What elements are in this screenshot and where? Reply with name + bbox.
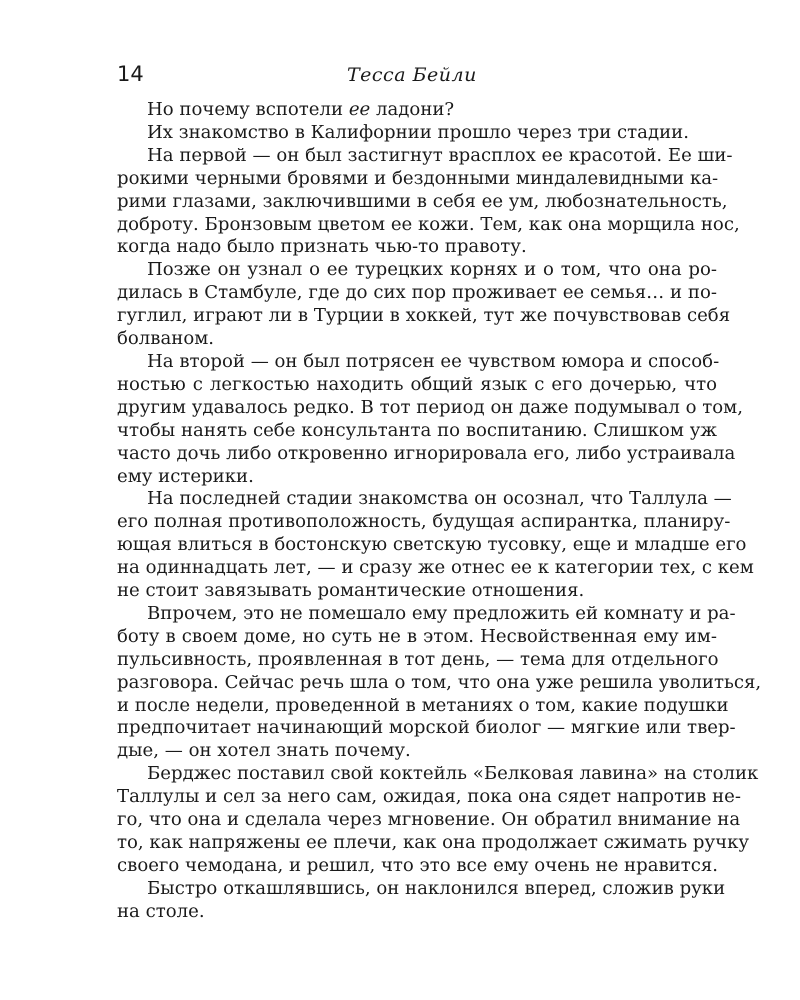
text-line: на одиннадцать лет, — и сразу же отнес ее к категории тех, с кем [117,557,754,579]
text-line: На первой — он был застигнут врасплох ее красотой. Ее ши- [147,144,733,166]
text-line: Их знакомство в Калифорнии прошло через три стадии. [147,121,689,143]
text-line: Таллулы и сел за него сам, ожидая, пока она сядет напротив не- [117,786,741,808]
running-head-author: Тесса Бейли [347,64,477,86]
text-line: ему истерики. [117,465,254,487]
text-line: другим удавалось редко. В тот период он даже подумывал о том, [117,396,743,418]
text-line: рими глазами, заключившими в себя ее ум, любознательность, [117,190,728,212]
body-text [117,99,762,924]
text-line: ющая влиться в бостонскую светскую тусовку, еще и младше его [117,534,747,556]
text-line: На второй — он был потрясен ее чувством юмора и способ- [147,350,720,372]
text-line: когда надо было признать чью-то правоту. [117,236,527,258]
text-line: дилась в Стамбуле, где до сих пор проживает ее семья… и по- [117,282,717,304]
text-line: предпочитает начинающий морской биолог — мягкие или твер- [117,717,736,739]
text-line: На последней стадии знакомства он осознал, что Таллула — [147,488,732,510]
text-line: го, что она и сделала через мгновение. Он обратил внимание на [117,809,741,831]
page-number: 14 [117,62,144,86]
text-line: на столе. [117,900,205,922]
text-line: Но почему вспотели ее ладони? [147,99,455,120]
text-line: часто дочь либо откровенно игнорировала его, либо устраивала [117,442,736,464]
text-line: и после недели, проведенной в метаниях о том, какие подушки [117,694,729,716]
page-header [117,62,717,86]
text-line: его полная противоположность, будущая аспирантка, планиру- [117,511,731,533]
text-line: разговора. Сейчас речь шла о том, что она уже решила уволиться, [117,671,762,693]
text-line: болваном. [117,328,215,350]
text-line: ностью с легкостью находить общий язык с его дочерью, что [117,373,717,395]
text-line: не стоит завязывать романтические отношения. [117,580,585,602]
text-line: боту в своем доме, но суть не в этом. Несвойственная ему им- [117,625,717,647]
text-line: пульсивность, проявленная в тот день, — тема для отдельного [117,648,719,670]
text-line: Быстро откашлявшись, он наклонился вперед, сложив руки [147,877,726,899]
text-line: доброту. Бронзовым цветом ее кожи. Тем, как она морщила нос, [117,213,740,235]
text-line: рокими черными бровями и бездонными миндалевидными ка- [117,167,719,189]
text-line: то, как напряжены ее плечи, как она продолжает сжимать ручку [117,832,750,853]
text-line: чтобы нанять себе консультанта по воспитанию. Слишком уж [117,419,717,441]
text-line: гуглил, играют ли в Турции в хоккей, тут же почувствовав себя [117,305,731,327]
text-line: дые, — он хотел знать почему. [117,740,411,762]
text-line: своего чемодана, и решил, что это все ему очень не нравится. [117,854,719,876]
text-line: Позже он узнал о ее турецких корнях и о том, что она ро- [147,259,717,281]
text-line: Впрочем, это не помешало ему предложить ей комнату и ра- [147,602,736,624]
text-line: Берджес поставил свой коктейль «Белковая лавина» на столик [147,763,759,785]
